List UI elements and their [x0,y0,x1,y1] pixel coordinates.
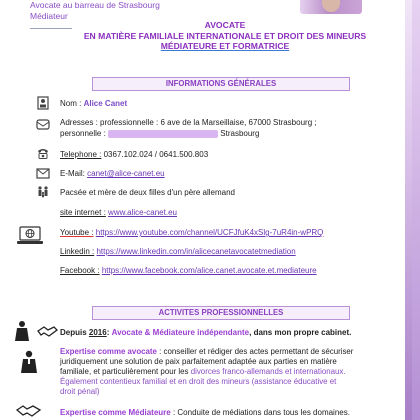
mailbox-icon [36,117,50,131]
activity-1-highlight: Avocate & Médiateure indépendante [111,328,250,337]
phone-label: Telephone : [60,150,102,159]
person-id-icon [36,96,50,110]
title-line-3: MÉDIATEURE ET FORMATRICE [160,41,290,51]
activity-3-text: : Conduite de médiations dans tous les domaines. [172,408,350,417]
activity-1: Depuis 2016: Avocate & Médiateure indépendante, dans mon propre cabinet. [60,328,352,337]
title-line-2: EN MATIÈRE FAMILIALE INTERNATIONALE ET DROIT DES MINEURS [83,30,367,41]
family-status: Pacsée et mère de deux filles d'un père allemand [60,188,235,197]
activity-3-lead: Expertise comme Médiateure [60,408,171,417]
facebook-link[interactable]: https://www.facebook.com/alice.canet.avocate.et.mediateure [101,266,317,275]
phone-value: 0367.102.024 / 0641.500.803 [103,150,209,159]
website-label: site internet : [60,208,106,217]
activity-1-suffix: , dans mon propre cabinet. [249,328,352,337]
activity-2-highlight: divorces franco-allemands et internationaux. [190,367,346,376]
lawyer-robe-icon [20,350,38,374]
website-row [60,207,177,218]
facebook-label: Facebook : [60,266,100,275]
section-header-info: INFORMATIONS GÉNÉRALES [92,77,350,91]
profile-photo [300,0,362,14]
telephone-icon [36,146,50,160]
activity-3 [60,407,350,418]
family-icon [36,185,50,199]
subtitle-line-1: Avocate au barreau de Strasbourg [30,0,160,10]
linkedin-label: Linkedin : [60,247,95,256]
section-header-activities: ACTIVITES PROFESSIONNELLES [92,306,350,320]
facebook-row [60,265,317,276]
address-line-2 [60,128,259,139]
phone-row [60,149,208,160]
email-link[interactable]: canet@alice-canet.eu [87,169,165,178]
activity-2-text-2: juridiquement une solution de paix parfaitement adaptée aux parties en matière [60,357,337,366]
linkedin-row [60,246,296,257]
name-row [60,98,127,109]
title-line-1: AVOCATE [204,20,246,30]
email-label: E-Mail: [60,169,85,178]
page-title [40,20,410,52]
name-value: Alice Canet [83,99,128,108]
activity-2-text-5: droit pénal) [60,387,100,396]
redacted-address [108,130,218,138]
activity-2-lead: Expertise comme avocate [60,347,157,356]
address-personal-label: personnelle : [60,129,106,138]
activity-2-text-1: : conseiller et rédiger des actes permettant de sécuriser [159,347,354,356]
lawyer-handshake-icon [14,320,58,342]
handshake-icon [16,404,42,418]
decorative-side-band-inner [412,0,420,420]
activity-2-paragraph [60,347,400,397]
address-line-1: Adresses : professionnelle : 6 ave de la Marseillaise, 67000 Strasbourg ; [60,118,317,127]
youtube-row [60,227,323,238]
email-row [60,168,165,179]
email-icon [36,166,50,180]
activity-2-text-4: Également contentieux familial et en droit des mineurs (assistance éducative et [60,377,337,386]
address-personal-city: Strasbourg [220,129,260,138]
activity-2-text-3: familiale, et particulièrement pour les [60,367,189,376]
activity-1-prefix: Depuis [60,328,87,337]
activity-1-year: 2016 [88,328,107,337]
subtitle-line-2: Médiateur [30,11,68,21]
website-link[interactable]: www.alice-canet.eu [108,208,177,217]
name-label: Nom : [60,99,82,108]
youtube-label: Youtube : [60,228,94,237]
linkedin-link[interactable]: https://www.linkedin.com/in/alicecanetavocatetmediation [96,247,296,256]
laptop-globe-icon [16,226,44,246]
youtube-link[interactable]: https://www.youtube.com/channel/UCFJfuK4xSlg-7uR4in-wPRQ [95,228,324,237]
